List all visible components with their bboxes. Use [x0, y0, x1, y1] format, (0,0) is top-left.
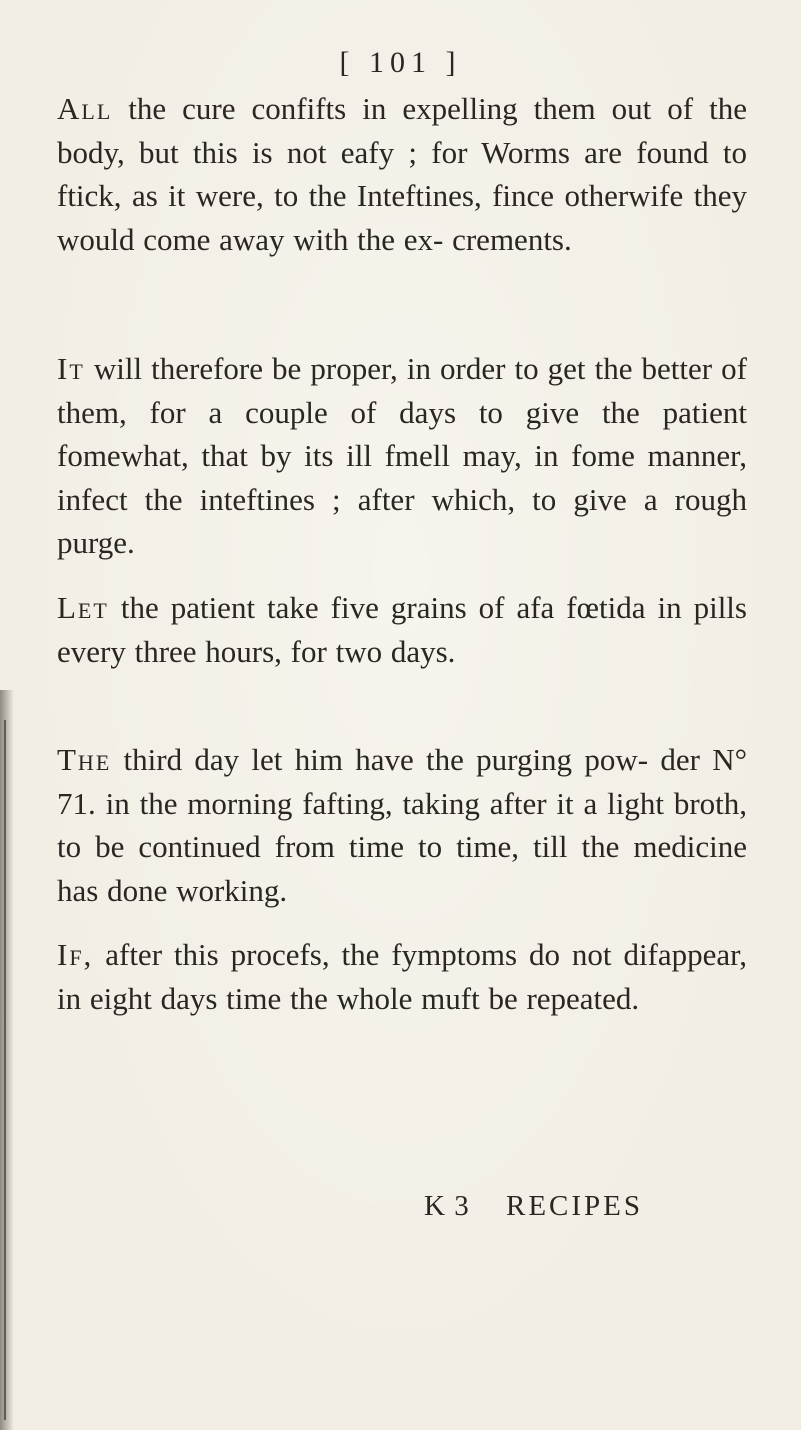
signature-mark: K 3	[424, 1190, 470, 1222]
page-edge-shadow	[0, 690, 14, 1430]
paragraph-1	[57, 87, 747, 261]
paragraph-2-lead: It	[57, 351, 85, 386]
page-edge-line	[4, 720, 6, 1420]
paragraph-4	[57, 738, 747, 912]
paragraph-5-lead: If,	[57, 937, 94, 972]
paragraph-4-text: third day let him have the purging pow- der N° 71. in the morning fafting, taking after it a light broth, to be continued from time to time, till the medicine has done working.	[57, 742, 747, 908]
page-number-header: [ 101 ]	[339, 46, 462, 79]
paragraph-2	[57, 347, 747, 565]
paragraph-2-text: will therefore be proper, in order to get the better of them, for a couple of days to give the patient fomewhat, that by its ill fmell may, in fome manner, infect the inteftines ; after which, to give a rough purge.	[57, 351, 747, 560]
paragraph-5	[57, 933, 747, 1020]
paragraph-3-text: the patient take five grains of afa fœtida in pills every three hours, for two days.	[57, 590, 747, 669]
paragraph-1-text: the cure confifts in expelling them out of the body, but this is not eafy ; for Worms are found to ftick, as it were, to the Inteftines, fince otherwife they would come away with the ex- crements.	[57, 91, 747, 257]
paragraph-5-text: after this procefs, the fymptoms do not difappear, in eight days time the whole muft be repeated.	[57, 937, 747, 1016]
paragraph-4-lead: The	[57, 742, 112, 777]
paragraph-3-lead: Let	[57, 590, 109, 625]
paragraph-1-lead: All	[57, 91, 113, 126]
catchword: RECIPES	[506, 1190, 644, 1222]
paragraph-3	[57, 586, 747, 673]
